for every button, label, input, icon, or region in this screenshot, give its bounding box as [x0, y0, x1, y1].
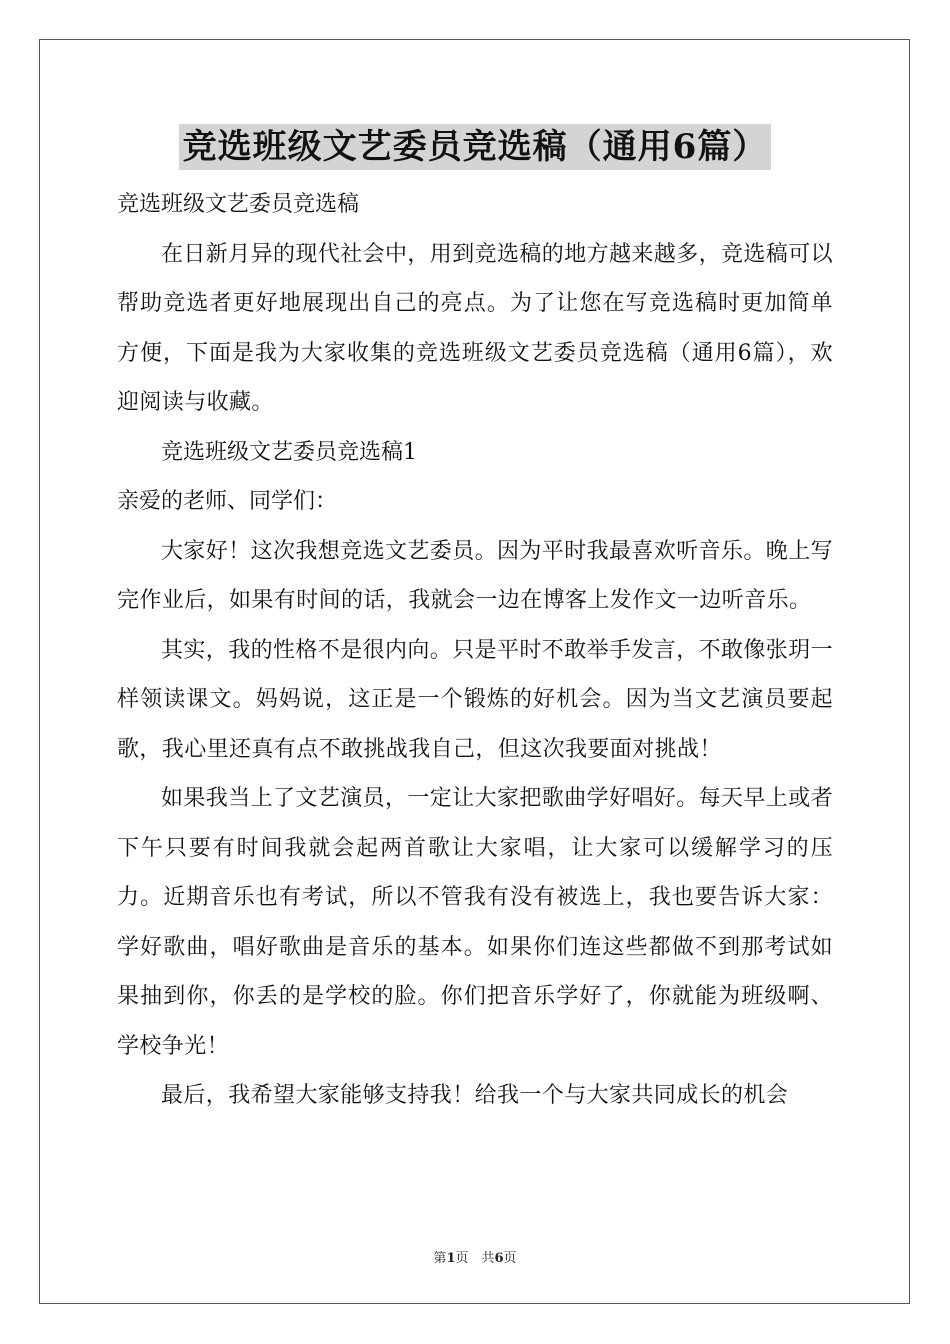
document-title: 竞选班级文艺委员竞选稿（通用6篇）	[179, 124, 772, 170]
greeting: 亲爱的老师、同学们：	[117, 489, 338, 514]
section-heading: 竞选班级文艺委员竞选稿1	[161, 439, 417, 465]
current-page-number: 1	[446, 1251, 456, 1266]
page-prefix: 第	[433, 1251, 447, 1266]
total-page-count: 6	[494, 1251, 504, 1266]
page-mid: 页 共	[455, 1251, 495, 1266]
body-paragraph: 大家好！这次我想竞选文艺委员。因为平时我最喜欢听音乐。晚上写完作业后，如果有时间的话，我就会一边在博客上发作文一边听音乐。	[117, 538, 834, 613]
document-body	[117, 180, 833, 1121]
body-paragraph: 如果我当上了文艺演员，一定让大家把歌曲学好唱好。每天早上或者下午只要有时间我就会起两首歌让大家唱，让大家可以缓解学习的压力。近期音乐也有考试，所以不管我有没有被选上，我也要告诉大家：学好歌曲，唱好歌曲是音乐的基本。如果你们连这些都做不到那考试如果抽到你，你丢的是学校的脸。你们把音乐学好了，你就能为班级啊、学校争光！	[117, 786, 834, 1059]
page-suffix: 页	[503, 1251, 517, 1266]
intro-paragraph: 在日新月异的现代社会中，用到竞选稿的地方越来越多，竞选稿可以帮助竞选者更好地展现出自己的亮点。为了让您在写竞选稿时更加简单方便，下面是我为大家收集的竞选班级文艺委员竞选稿（通用6篇），欢迎阅读与收藏。	[117, 241, 834, 415]
document-subtitle: 竞选班级文艺委员竞选稿	[117, 192, 360, 217]
title-container	[0, 124, 950, 170]
body-paragraph: 其实，我的性格不是很内向。只是平时不敢举手发言，不敢像张玥一样领读课文。妈妈说，这正是一个锻炼的好机会。因为当文艺演员要起歌，我心里还真有点不敢挑战我自己，但这次我要面对挑战！	[117, 637, 834, 762]
body-paragraph: 最后，我希望大家能够支持我！给我一个与大家共同成长的机会	[161, 1083, 789, 1108]
page-footer	[0, 1247, 950, 1266]
